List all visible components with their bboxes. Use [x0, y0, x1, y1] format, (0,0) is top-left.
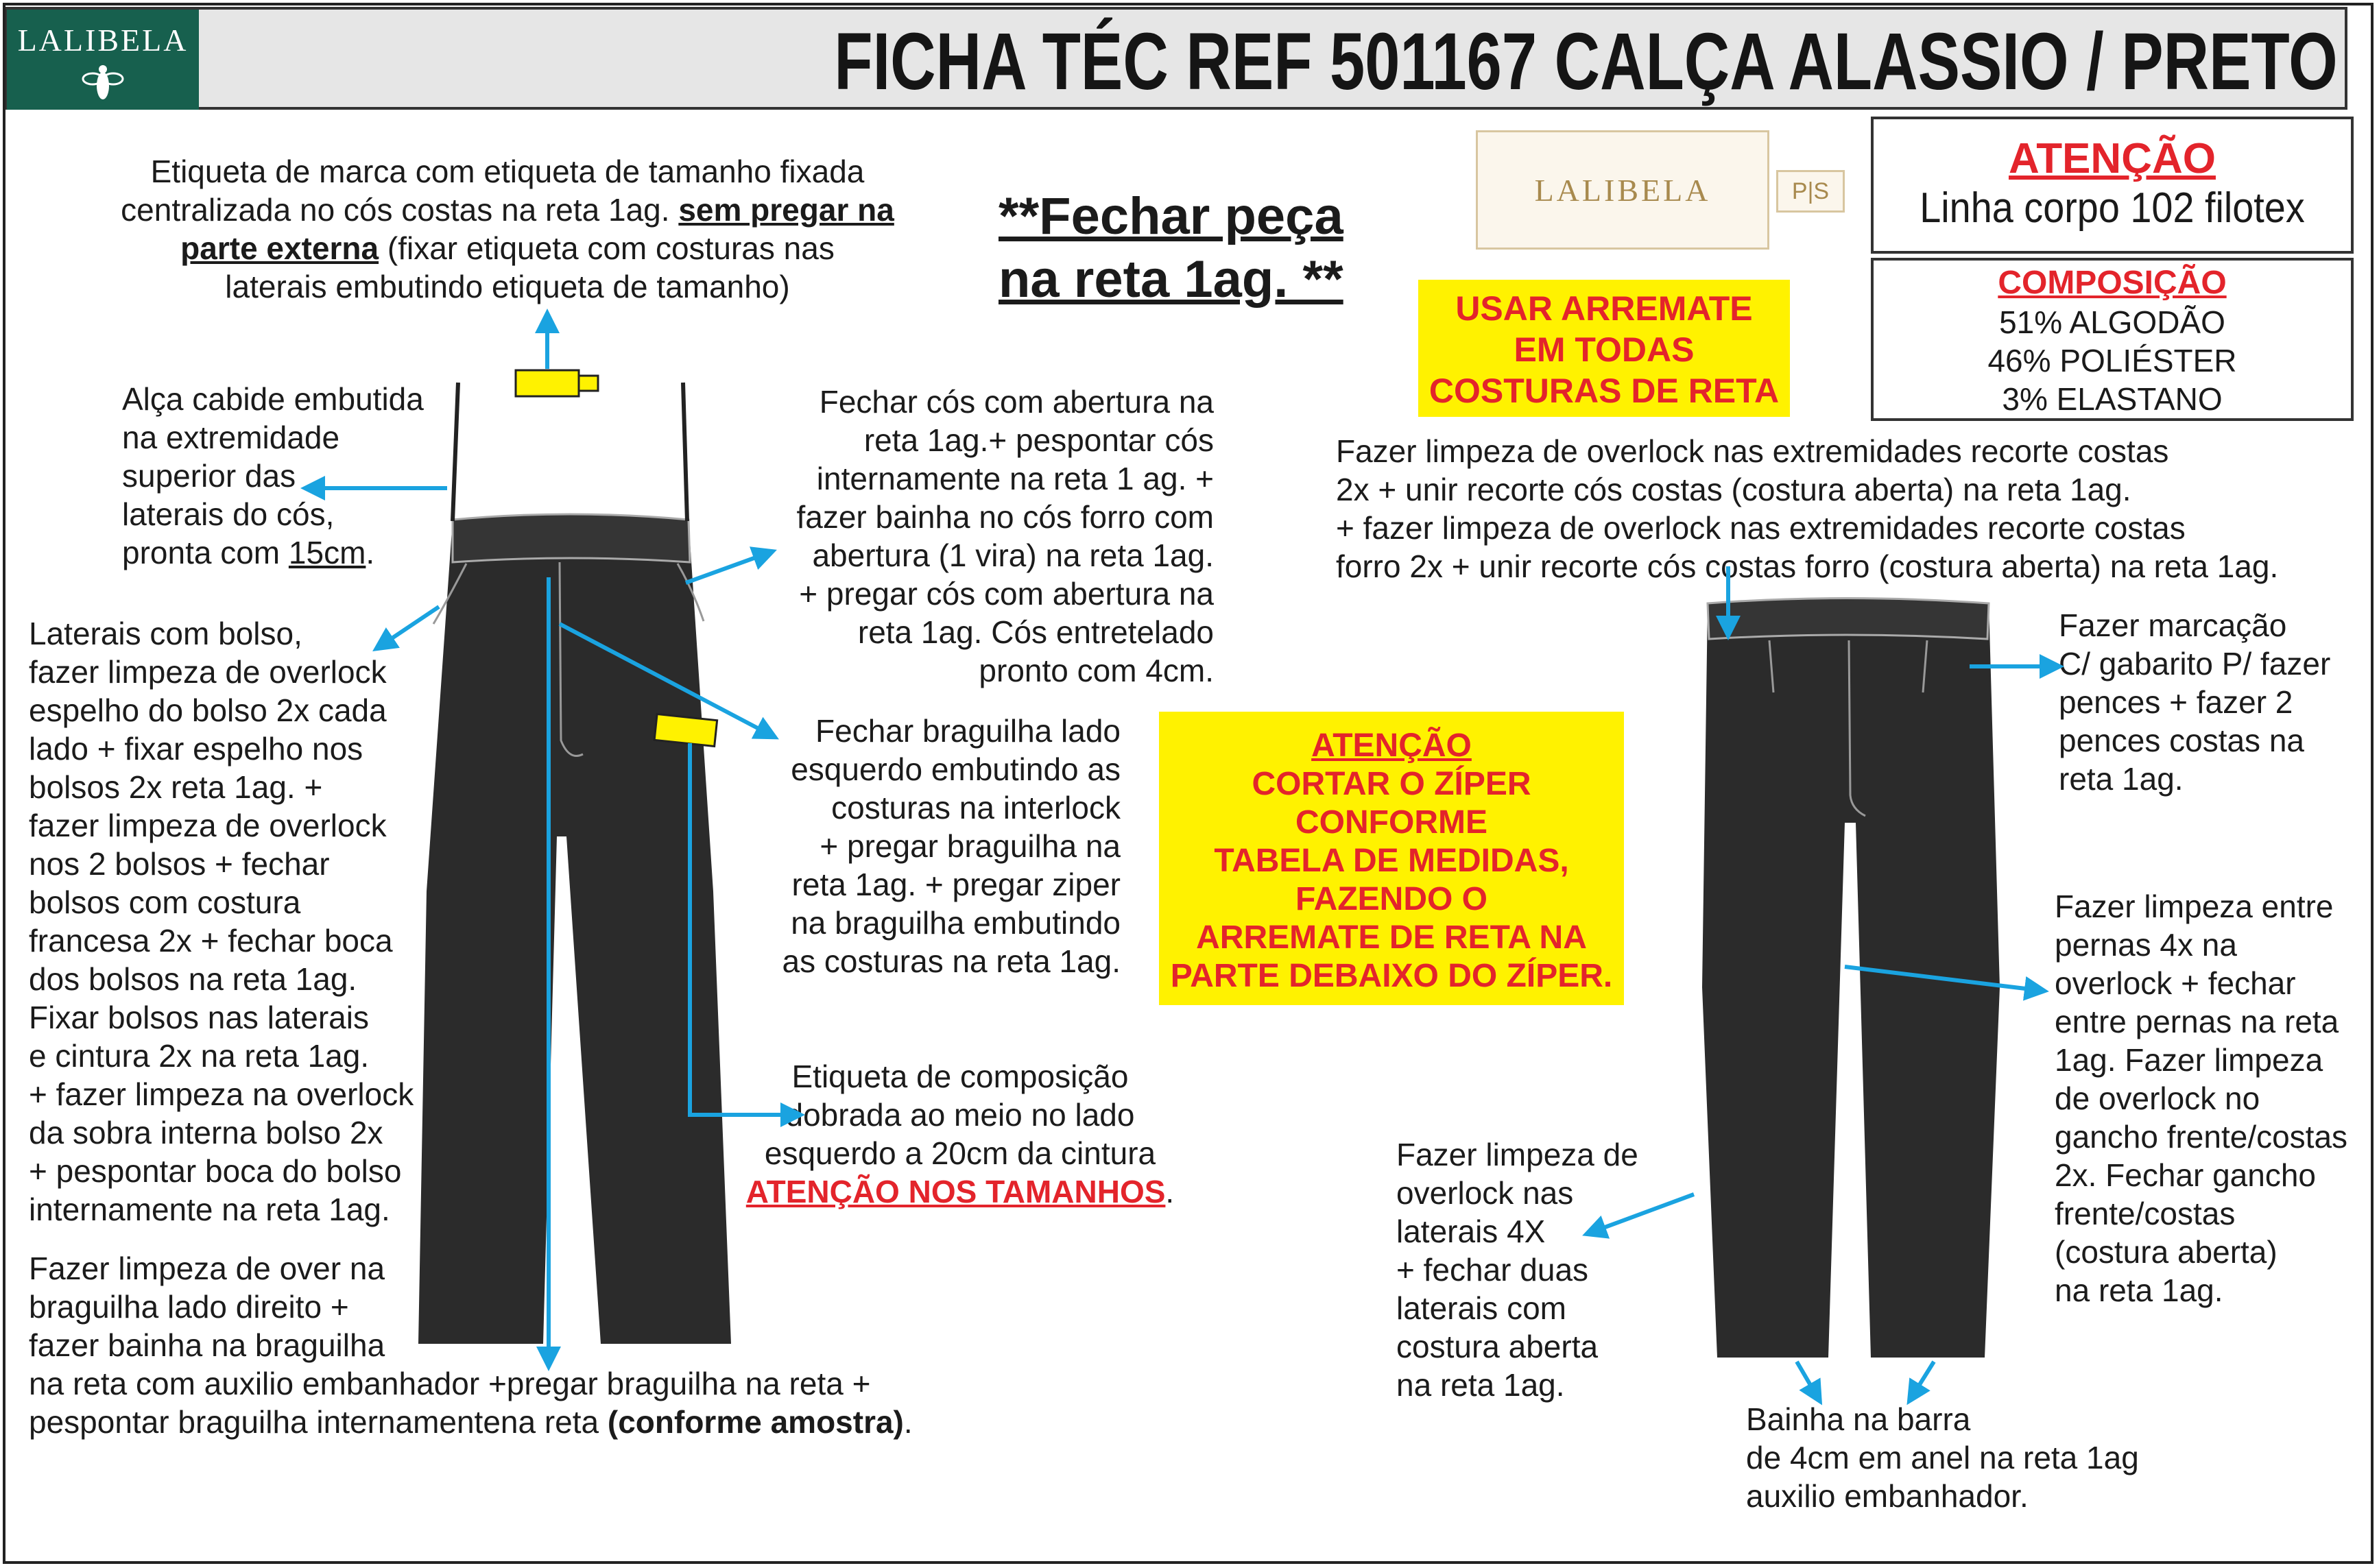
zipper-line: ARREMATE DE RETA NA — [1196, 919, 1587, 956]
note-emphasis: sem pregar na — [678, 192, 894, 228]
close-piece-line: na reta 1ag. ** — [999, 250, 1343, 309]
note-line: superior das — [122, 458, 296, 494]
note-line: Fixar bolsos nas laterais — [29, 1000, 369, 1035]
note-line: pences costas na — [2059, 723, 2305, 758]
thread-note: Linha corpo 102 filotex — [1920, 184, 2305, 232]
note-line: + fazer limpeza na overlock — [29, 1076, 414, 1112]
note-line: Fechar braguilha lado — [815, 713, 1121, 749]
arremate-line: EM TODAS — [1514, 330, 1695, 369]
note-text: centralizada no cós costas na reta 1ag. — [121, 192, 679, 228]
note-line: na reta 1ag. — [1396, 1367, 1565, 1403]
note-line: internamente na reta 1ag. — [29, 1192, 390, 1227]
note-line: + pregar cós com abertura na — [799, 576, 1214, 612]
note-line: Fazer limpeza de — [1396, 1137, 1638, 1172]
note-line: de 4cm em anel na reta 1ag — [1746, 1440, 2139, 1475]
note-line: costura aberta — [1396, 1329, 1599, 1364]
note-line: gancho frente/costas — [2055, 1119, 2348, 1155]
arrow — [1594, 1194, 1694, 1231]
note-emphasis: parte externa — [180, 230, 379, 266]
note-line: espelho do bolso 2x cada — [29, 692, 387, 728]
note-line: forro 2x + unir recorte cós costas forro (costura aberta) na reta 1ag. — [1336, 548, 2279, 584]
composition-item: 3% ELASTANO — [2002, 381, 2223, 417]
note-line: dobrada ao meio no lado — [785, 1097, 1135, 1133]
note-line: laterais 4X — [1396, 1214, 1546, 1249]
size-tag-mockup: P|S — [1776, 170, 1845, 213]
note-line: + fazer limpeza de overlock nas extremidades recorte costas — [1336, 510, 2186, 546]
note-line: fazer limpeza de overlock — [29, 808, 387, 843]
note-line: Etiqueta de composição — [791, 1059, 1129, 1094]
note-line: Bainha na barra — [1746, 1401, 1971, 1437]
note-line: na reta com auxilio embanhador +pregar braguilha na reta + — [29, 1366, 871, 1401]
note-line: Etiqueta de marca com etiqueta de tamanho fixada — [150, 154, 865, 189]
back-pants-drawing — [1702, 599, 2000, 1358]
note-line: + pespontar boca do bolso — [29, 1153, 402, 1189]
note-line: reta 1ag. — [2059, 761, 2184, 797]
note-line: overlock nas — [1396, 1175, 1574, 1211]
note-line: Fazer marcação — [2059, 607, 2287, 643]
note-line: na reta 1ag. — [2055, 1273, 2223, 1308]
note-line: reta 1ag. + pregar ziper — [791, 867, 1121, 902]
note-text: (fixar etiqueta com costuras nas — [379, 230, 835, 266]
note-line: fazer limpeza de overlock — [29, 654, 387, 690]
note-line: costuras na interlock — [831, 790, 1121, 825]
note-line: abertura (1 vira) na reta 1ag. — [812, 538, 1214, 573]
zipper-line: FAZENDO O — [1295, 881, 1487, 917]
note-line: C/ gabarito P/ fazer — [2059, 646, 2331, 682]
note-emphasis: 15cm — [288, 535, 366, 570]
note-line: auxilio embanhador. — [1746, 1478, 2029, 1514]
front-pants-drawing — [418, 383, 731, 1344]
note-line: Fazer limpeza de over na — [29, 1251, 385, 1286]
note-line: esquerdo a 20cm da cintura — [764, 1135, 1156, 1171]
note-line: + fechar duas — [1396, 1252, 1589, 1288]
note-line: frente/costas — [2055, 1196, 2236, 1231]
note-line: nos 2 bolsos + fechar — [29, 846, 330, 882]
size-tag-marker — [579, 376, 598, 391]
note-line: reta 1ag.+ pespontar cós — [863, 422, 1214, 458]
note-line: Fazer limpeza de overlock nas extremidades recorte costas — [1336, 433, 2169, 469]
note-line: Laterais com bolso, — [29, 616, 302, 651]
note-line: laterais do cós, — [122, 496, 335, 532]
zipper-line: PARTE DEBAIXO DO ZÍPER. — [1170, 958, 1613, 994]
note-line: 2x. Fechar gancho — [2055, 1157, 2317, 1193]
note-line: na extremidade — [122, 420, 340, 455]
note-line: Alça cabide embutida — [122, 381, 424, 417]
brand-label-marker — [516, 370, 579, 396]
note-line: pronto com 4cm. — [979, 653, 1214, 688]
note-line: francesa 2x + fechar boca — [29, 923, 393, 958]
composition-item: 46% POLIÉSTER — [1987, 343, 2237, 378]
zipper-line: TABELA DE MEDIDAS, — [1214, 843, 1569, 879]
note-emphasis: (conforme amostra) — [607, 1404, 904, 1440]
close-piece-line: **Fechar peça — [999, 187, 1343, 245]
note-line: entre pernas na reta — [2055, 1004, 2339, 1039]
note-line: bolsos com costura — [29, 884, 301, 920]
note-line: fazer bainha na braguilha — [29, 1327, 385, 1363]
note-line: na braguilha embutindo — [791, 905, 1121, 941]
note-line: pences + fazer 2 — [2059, 684, 2293, 720]
composition-heading: COMPOSIÇÃO — [1998, 265, 2227, 301]
note-line: internamente na reta 1 ag. + — [816, 461, 1214, 496]
note-line: laterais embutindo etiqueta de tamanho) — [225, 269, 790, 304]
note-line: dos bolsos na reta 1ag. — [29, 961, 357, 997]
note-line: as costuras na reta 1ag. — [782, 943, 1121, 979]
front-pants-body — [418, 520, 731, 1344]
arrow — [686, 554, 765, 583]
note-line: 1ag. Fazer limpeza — [2055, 1042, 2323, 1078]
note-line: Fechar cós com abertura na — [819, 384, 1214, 420]
brand-name: LALIBELA — [17, 23, 189, 58]
note-line: lado + fixar espelho nos — [29, 731, 363, 767]
note-line: 2x + unir recorte cós costas (costura aberta) na reta 1ag. — [1336, 472, 2131, 507]
composition-item: 51% ALGODÃO — [1999, 304, 2225, 340]
attention-heading: ATENÇÃO — [2009, 135, 2216, 182]
front-waistband — [453, 514, 690, 562]
note-line: da sobra interna bolso 2x — [29, 1115, 383, 1150]
composition-label-marker — [654, 714, 717, 746]
note-line: e cintura 2x na reta 1ag. — [29, 1038, 370, 1074]
zipper-heading: ATENÇÃO — [1311, 727, 1472, 764]
arremate-line: USAR ARREMATE — [1455, 289, 1753, 328]
note-text: pronta com — [122, 535, 289, 570]
note-line: laterais com — [1396, 1290, 1566, 1326]
note-line: + pregar braguilha na — [820, 828, 1121, 864]
arrow — [1797, 1362, 1816, 1395]
arrow — [1913, 1362, 1934, 1395]
note-line: overlock + fechar — [2055, 965, 2296, 1001]
note-line: pernas 4x na — [2055, 927, 2237, 963]
hanger-loop-left — [453, 383, 458, 521]
note-line: de overlock no — [2055, 1081, 2260, 1116]
hanger-loop-right — [683, 383, 687, 521]
note-text: . — [366, 535, 375, 570]
note-line: braguilha lado direito + — [29, 1289, 349, 1325]
zipper-line: CONFORME — [1295, 804, 1487, 841]
note-line: fazer bainha no cós forro com — [796, 499, 1214, 535]
sizes-warning: ATENÇÃO NOS TAMANHOS — [745, 1174, 1166, 1209]
note-text: pespontar braguilha internamentena reta — [29, 1404, 608, 1440]
brand-label-text: LALIBELA — [1534, 173, 1711, 208]
note-line: Fazer limpeza entre — [2055, 889, 2334, 924]
note-text: . — [1165, 1174, 1175, 1209]
note-line: reta 1ag. Cós entretelado — [857, 614, 1214, 650]
note-line: (costura aberta) — [2055, 1234, 2278, 1270]
arremate-line: COSTURAS DE RETA — [1428, 372, 1780, 410]
note-line: bolsos 2x reta 1ag. + — [29, 769, 323, 805]
page-title: FICHA TÉC REF 501167 CALÇA ALASSIO / PRETO — [834, 16, 2338, 107]
back-waistband — [1708, 599, 1989, 640]
zipper-line: CORTAR O ZÍPER — [1252, 766, 1531, 802]
note-line: esquerdo embutindo as — [791, 751, 1121, 787]
note-text: . — [903, 1404, 913, 1440]
arrow — [383, 607, 439, 644]
